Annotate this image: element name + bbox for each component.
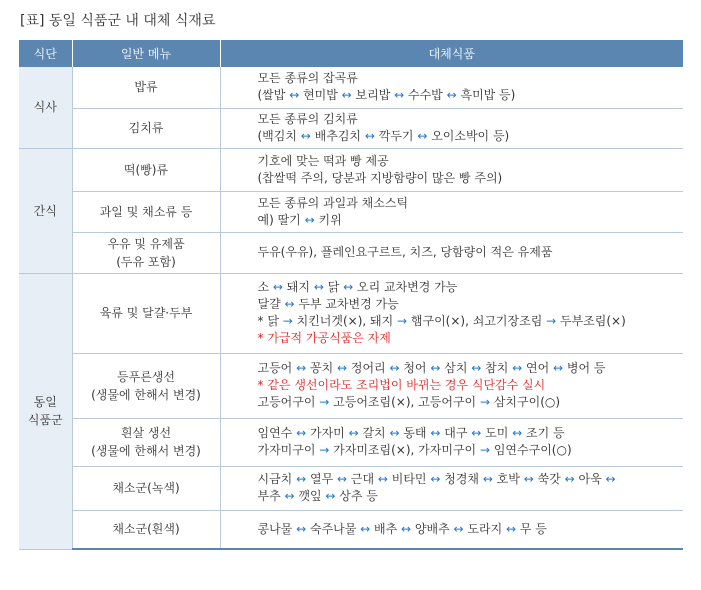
general-menu-label: 우유 및 유제품 [107, 236, 185, 251]
arrow-icon: → [319, 395, 330, 409]
table-row [19, 418, 683, 466]
arrow-icon: ↔ [343, 280, 354, 294]
header-substitute-food: 대체식품 [220, 40, 683, 67]
meal-category-cell [19, 67, 72, 148]
meal-category-cell [19, 273, 72, 549]
substitute-line: 콩나물 ↔ 숙주나물 ↔ 배추 ↔ 양배추 ↔ 도라지 ↔ 무 등 [257, 521, 547, 536]
substitute-line: 예) 딸기 ↔ 키위 [257, 212, 342, 227]
substitute-line: 기호에 맞는 떡과 빵 제공 [257, 153, 389, 168]
arrow-icon: ↔ [430, 426, 441, 440]
table-row [19, 510, 683, 549]
substitute-line: 임연수 ↔ 가자미 ↔ 갈치 ↔ 동태 ↔ 대구 ↔ 도미 ↔ 조기 등 [257, 426, 565, 440]
arrow-icon: ↔ [296, 361, 307, 375]
general-menu-cell [72, 232, 220, 273]
general-menu-label: 밥류 [134, 80, 158, 95]
arrow-icon: → [546, 314, 557, 328]
arrow-icon: ↔ [313, 280, 324, 294]
substitute-line: 달걀 ↔ 두부 교차변경 가능 [257, 297, 399, 311]
general-menu-cell [72, 418, 220, 466]
table-row [19, 148, 683, 191]
caution-note: * 같은 생선이라도 조리법이 바뀌는 경우 식단감수 실시 [257, 378, 546, 392]
general-menu-label: (생물에 한해서 변경) [91, 444, 201, 458]
meal-category-cell [19, 148, 72, 273]
arrow-icon: ↔ [401, 521, 412, 536]
arrow-icon: ↔ [348, 426, 359, 440]
table-row [19, 67, 683, 108]
arrow-icon: ↔ [605, 472, 616, 486]
arrow-icon: ↔ [289, 88, 300, 103]
caution-note: * 가급적 가공식품은 자제 [257, 331, 391, 345]
arrow-icon: ↔ [389, 426, 400, 440]
substitute-line: * 닭 → 치킨너겟(×), 돼지 → 햄구이(×), 쇠고기장조림 → 두부조림(×) [257, 314, 626, 328]
table-row [19, 353, 683, 418]
arrow-icon: ↔ [296, 426, 307, 440]
arrow-icon: ↔ [430, 472, 441, 486]
meal-category-label: 식사 [33, 100, 57, 115]
arrow-icon: ↔ [360, 521, 371, 536]
substitute-line: 모든 종류의 과일과 채소스틱 [257, 195, 409, 210]
header-meal: 식단 [19, 40, 72, 67]
arrow-icon: ↔ [284, 489, 295, 503]
general-menu-label: 흰살 생선 [120, 426, 172, 440]
substitute-food-cell [220, 353, 683, 418]
arrow-icon: ↔ [336, 472, 348, 486]
arrow-icon: ↔ [553, 361, 564, 375]
arrow-icon: ↔ [341, 88, 352, 103]
arrow-icon: → [479, 395, 491, 409]
table-title: [표] 동일 식품군 내 대체 식재료 [20, 13, 216, 29]
arrow-icon: ↔ [336, 361, 348, 375]
general-menu-label: 떡(빵)류 [123, 162, 169, 177]
table-row [19, 273, 683, 353]
substitute-line: (쌀밥 ↔ 현미밥 ↔ 보리밥 ↔ 수수밥 ↔ 흑미밥 등) [257, 88, 516, 103]
arrow-icon: ↔ [377, 472, 388, 486]
table-row [19, 191, 683, 232]
substitute-food-cell [220, 67, 683, 108]
arrow-icon: → [479, 443, 491, 457]
substitute-line: 모든 종류의 잡곡류 [257, 71, 358, 86]
arrow-icon: ↔ [471, 426, 482, 440]
substitute-line: 소 ↔ 돼지 ↔ 닭 ↔ 오리 교차변경 가능 [257, 280, 458, 294]
arrow-icon: ↔ [364, 129, 375, 143]
arrow-icon: ↔ [325, 489, 336, 503]
general-menu-cell [72, 510, 220, 549]
arrow-icon: → [397, 314, 408, 328]
table-row [19, 108, 683, 148]
table-row [19, 466, 683, 510]
arrow-icon: ↔ [272, 280, 283, 294]
table-row [19, 232, 683, 273]
general-menu-cell [72, 191, 220, 232]
substitute-food-cell [220, 148, 683, 191]
substitute-line: 시금치 ↔ 열무 ↔ 근대 ↔ 비타민 ↔ 청경채 ↔ 호박 ↔ 쑥갓 ↔ 아욱 ↔ [257, 472, 616, 486]
arrow-icon: → [282, 314, 293, 328]
meal-category-label: 동일 [33, 395, 57, 409]
header-general-menu: 일반 메뉴 [72, 40, 220, 67]
arrow-icon: ↔ [296, 472, 307, 486]
arrow-icon: ↔ [446, 88, 457, 103]
general-menu-cell [72, 353, 220, 418]
arrow-icon: ↔ [300, 129, 311, 143]
substitute-food-cell [220, 191, 683, 232]
general-menu-label: 과일 및 채소류 등 [99, 204, 193, 219]
substitute-food-cell [220, 232, 683, 273]
arrow-icon: ↔ [284, 297, 295, 311]
arrow-icon: ↔ [564, 472, 575, 486]
arrow-icon: ↔ [453, 521, 464, 536]
substitute-line: 부추 ↔ 깻잎 ↔ 상추 등 [257, 489, 378, 503]
arrow-icon: ↔ [417, 129, 428, 143]
header-row [19, 40, 683, 67]
arrow-icon: ↔ [394, 88, 405, 103]
meal-category-label: 간식 [33, 203, 57, 218]
general-menu-cell [72, 148, 220, 191]
substitute-line: (백김치 ↔ 배추김치 ↔ 깍두기 ↔ 오이소박이 등) [257, 129, 510, 143]
arrow-icon: ↔ [505, 521, 517, 536]
general-menu-cell [72, 466, 220, 510]
substitute-food-cell [220, 466, 683, 510]
general-menu-label: (생물에 한해서 변경) [91, 387, 201, 402]
arrow-icon: ↔ [296, 521, 307, 536]
arrow-icon: → [319, 443, 330, 457]
substitute-line: 두유(우유), 플레인요구르트, 치즈, 당함량이 적은 유제품 [257, 245, 553, 259]
general-menu-label: 채소군(흰색) [112, 522, 180, 537]
general-menu-label: 등푸른생선 [117, 369, 175, 384]
substitute-line: 고등어구이 → 고등어조림(×), 고등어구이 → 삼치구이(○) [257, 395, 561, 409]
substitute-line: 가자미구이 → 가자미조림(×), 가자미구이 → 임연수구이(○) [257, 443, 572, 457]
arrow-icon: ↔ [512, 361, 523, 375]
arrow-icon: ↔ [430, 361, 441, 375]
general-menu-cell [72, 67, 220, 108]
substitute-food-cell [220, 108, 683, 148]
arrow-icon: ↔ [304, 212, 315, 227]
arrow-icon: ↔ [512, 426, 523, 440]
general-menu-label: 채소군(녹색) [112, 481, 180, 495]
substitute-food-cell [220, 273, 683, 353]
general-menu-label: 육류 및 달걀·두부 [99, 306, 193, 320]
arrow-icon: ↔ [471, 361, 482, 375]
substitute-line: 고등어 ↔ 꽁치 ↔ 정어리 ↔ 청어 ↔ 삼치 ↔ 참치 ↔ 연어 ↔ 병어 등 [257, 361, 606, 375]
substitute-line: 모든 종류의 김치류 [257, 112, 358, 126]
substitute-food-cell [220, 418, 683, 466]
general-menu-cell [72, 108, 220, 148]
general-menu-label: 김치류 [128, 121, 164, 135]
substitute-food-table [19, 40, 683, 550]
arrow-icon: ↔ [482, 472, 493, 486]
general-menu-cell [72, 273, 220, 353]
arrow-icon: ↔ [523, 472, 534, 486]
arrow-icon: ↔ [389, 361, 400, 375]
substitute-food-cell [220, 510, 683, 549]
meal-category-label: 식품군 [27, 413, 63, 427]
general-menu-label: (두유 포함) [116, 254, 176, 269]
substitute-line: (찹쌀떡 주의, 당분과 지방함량이 많은 빵 주의) [257, 170, 503, 185]
